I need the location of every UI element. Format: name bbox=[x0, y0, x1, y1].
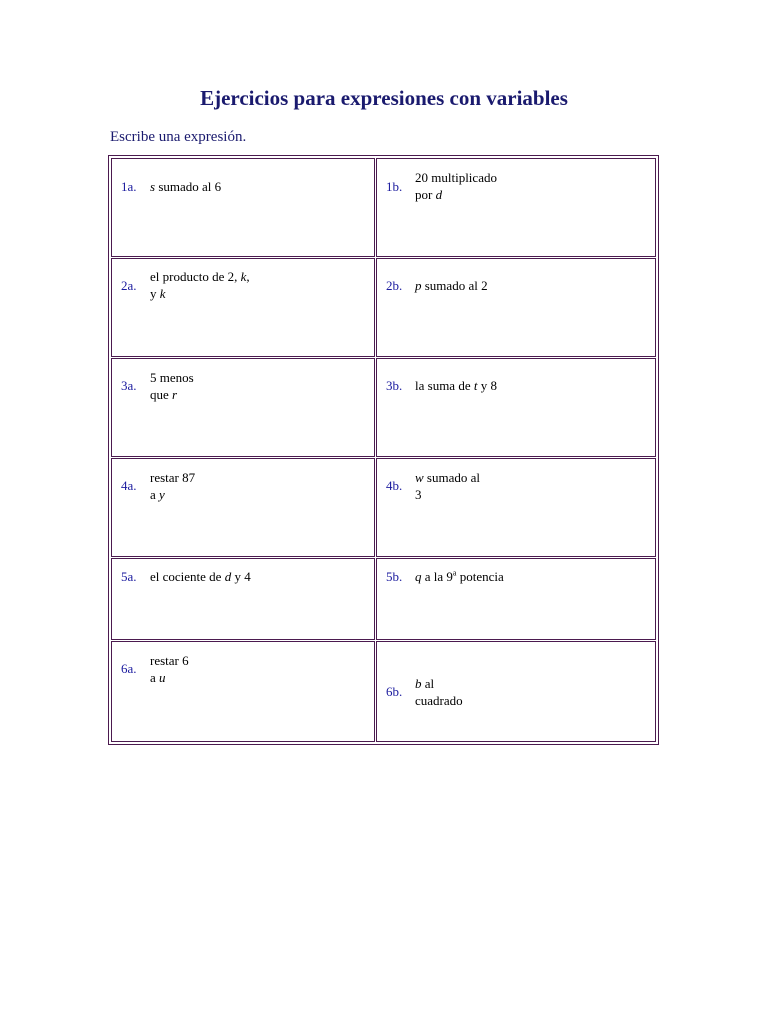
exercise-text: el cociente de d y 4 bbox=[150, 569, 251, 584]
exercise-number: 1b. bbox=[386, 179, 403, 194]
exercise-row bbox=[111, 558, 656, 640]
exercise-number: 5b. bbox=[386, 569, 403, 584]
exercise-6b bbox=[376, 641, 656, 742]
exercise-text: s sumado al 6 bbox=[150, 179, 222, 194]
exercise-number: 6b. bbox=[386, 684, 403, 699]
variable: u bbox=[159, 670, 166, 685]
exercise-text: 5 menos que r bbox=[150, 370, 194, 402]
exercise-3a bbox=[111, 358, 375, 457]
exercise-row bbox=[111, 641, 656, 742]
exercise-5a bbox=[111, 558, 375, 640]
variable: d bbox=[435, 187, 443, 202]
exercise-row bbox=[111, 258, 656, 357]
exercise-1b bbox=[376, 158, 656, 257]
exercise-2b bbox=[376, 258, 656, 357]
exercise-row bbox=[111, 158, 656, 257]
exercise-row bbox=[111, 458, 656, 557]
exercise-number: 3b. bbox=[386, 378, 403, 393]
exercise-3b bbox=[376, 358, 656, 457]
exercise-number: 2b. bbox=[386, 278, 403, 293]
exercise-1a bbox=[111, 158, 375, 257]
exercise-4a bbox=[111, 458, 375, 557]
exercise-text: restar 87 a y bbox=[150, 470, 196, 502]
variable: d bbox=[224, 569, 232, 584]
variable: q bbox=[415, 569, 422, 584]
exercise-text: 20 multiplicado por d bbox=[415, 170, 497, 202]
instruction-text: Escribe una expresión. bbox=[110, 129, 247, 145]
exercise-text: b al cuadrado bbox=[415, 676, 463, 708]
exercise-text: restar 6 a u bbox=[150, 653, 189, 685]
exercise-number: 2a. bbox=[121, 278, 137, 293]
variable: w bbox=[415, 470, 424, 485]
exercise-text: la suma de t y 8 bbox=[415, 378, 497, 393]
variable: k bbox=[240, 269, 247, 284]
exercise-table bbox=[110, 157, 657, 743]
exercise-4b bbox=[376, 458, 656, 557]
variable: b bbox=[415, 676, 422, 691]
variable: k bbox=[159, 286, 166, 301]
exercise-text: w sumado al 3 bbox=[415, 470, 480, 502]
variable: y bbox=[159, 487, 165, 502]
exercise-grid bbox=[108, 155, 659, 745]
exercise-number: 6a. bbox=[121, 661, 137, 676]
exercise-text: q a la 9$^a$ potencia bbox=[415, 568, 504, 584]
exercise-row bbox=[111, 358, 656, 457]
variable: t bbox=[473, 378, 478, 393]
exercise-number: 5a. bbox=[121, 569, 137, 584]
exercise-number: 3a. bbox=[121, 378, 137, 393]
exercise-text: el producto de 2, k, y k bbox=[150, 269, 250, 301]
exercise-text: p sumado al 2 bbox=[415, 278, 488, 293]
variable: r bbox=[172, 387, 178, 402]
exercise-number: 1a. bbox=[121, 179, 137, 194]
variable: s bbox=[150, 179, 156, 194]
exercise-6a bbox=[111, 641, 375, 742]
exercise-5b bbox=[376, 558, 656, 640]
variable: p bbox=[415, 278, 422, 293]
exercise-number: 4a. bbox=[121, 478, 137, 493]
page-title: Ejercicios para expresiones con variables bbox=[200, 86, 568, 110]
exercise-2a bbox=[111, 258, 375, 357]
exercise-number: 4b. bbox=[386, 478, 403, 493]
